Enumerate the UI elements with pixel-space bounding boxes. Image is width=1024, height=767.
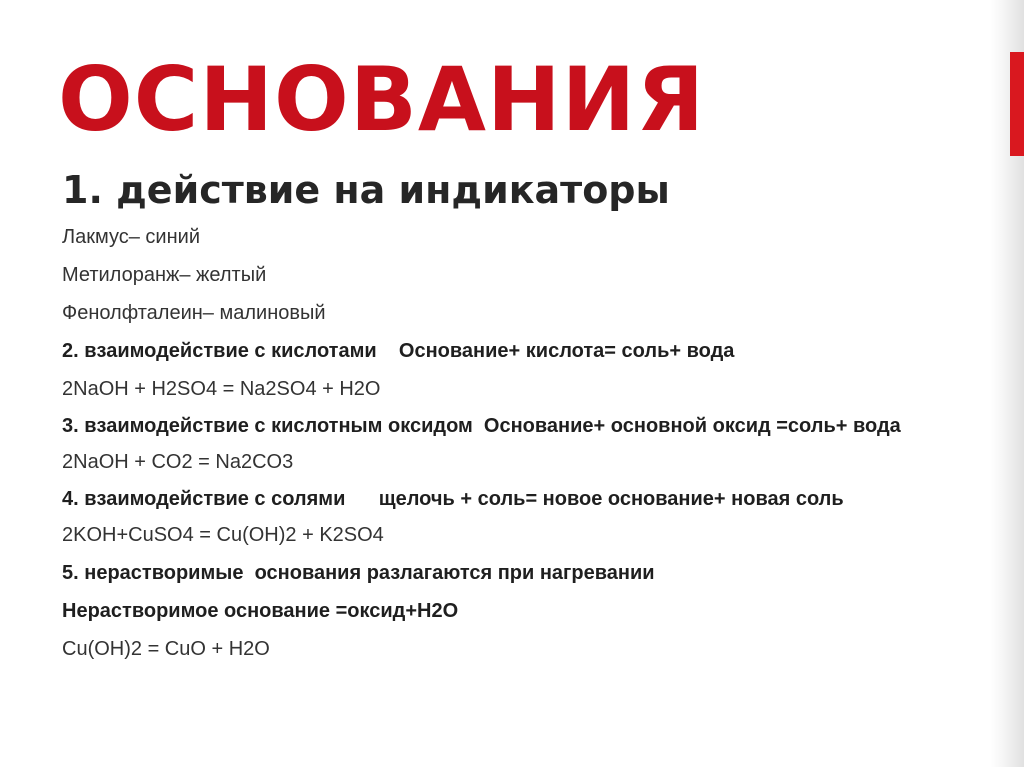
equation-koh-cuso4: 2KOH+CuSO4 = Cu(OH)2 + K2SO4 (62, 524, 384, 546)
text-line-insoluble-base: Нерастворимое основание =оксид+H2O (62, 600, 459, 622)
text-line-litmus: Лакмус– синий (62, 226, 200, 248)
slide-content (62, 166, 962, 674)
text-line-decomposition: 5. нерастворимые основания разлагаются при нагревании (62, 562, 655, 584)
slide-title: ОСНОВАНИЯ (58, 48, 706, 151)
slide-subtitle: 1. действие на индикаторы (62, 168, 670, 212)
text-line-phenolphthalein: Фенолфталеин– малиновый (62, 302, 326, 324)
text-line-methyl-orange: Метилоранж– желтый (62, 264, 267, 286)
accent-bar (1010, 52, 1024, 156)
text-line-salt-reaction: 4. взаимодействие с солями щелочь + соль= новое основание+ новая соль (62, 488, 844, 510)
equation-naoh-co2: 2NaOH + CO2 = Na2CO3 (62, 451, 294, 473)
equation-naoh-h2so4: 2NaOH + H2SO4 = Na2SO4 + H2O (62, 378, 381, 400)
text-line-acid-oxide-reaction: 3. взаимодействие с кислотным оксидом Основание+ основной оксид =соль+ вода (62, 415, 901, 437)
equation-cuoh2: Cu(OH)2 = CuO + H2O (62, 638, 270, 660)
text-line-acid-reaction: 2. взаимодействие с кислотами Основание+ кислота= соль+ вода (62, 340, 735, 362)
